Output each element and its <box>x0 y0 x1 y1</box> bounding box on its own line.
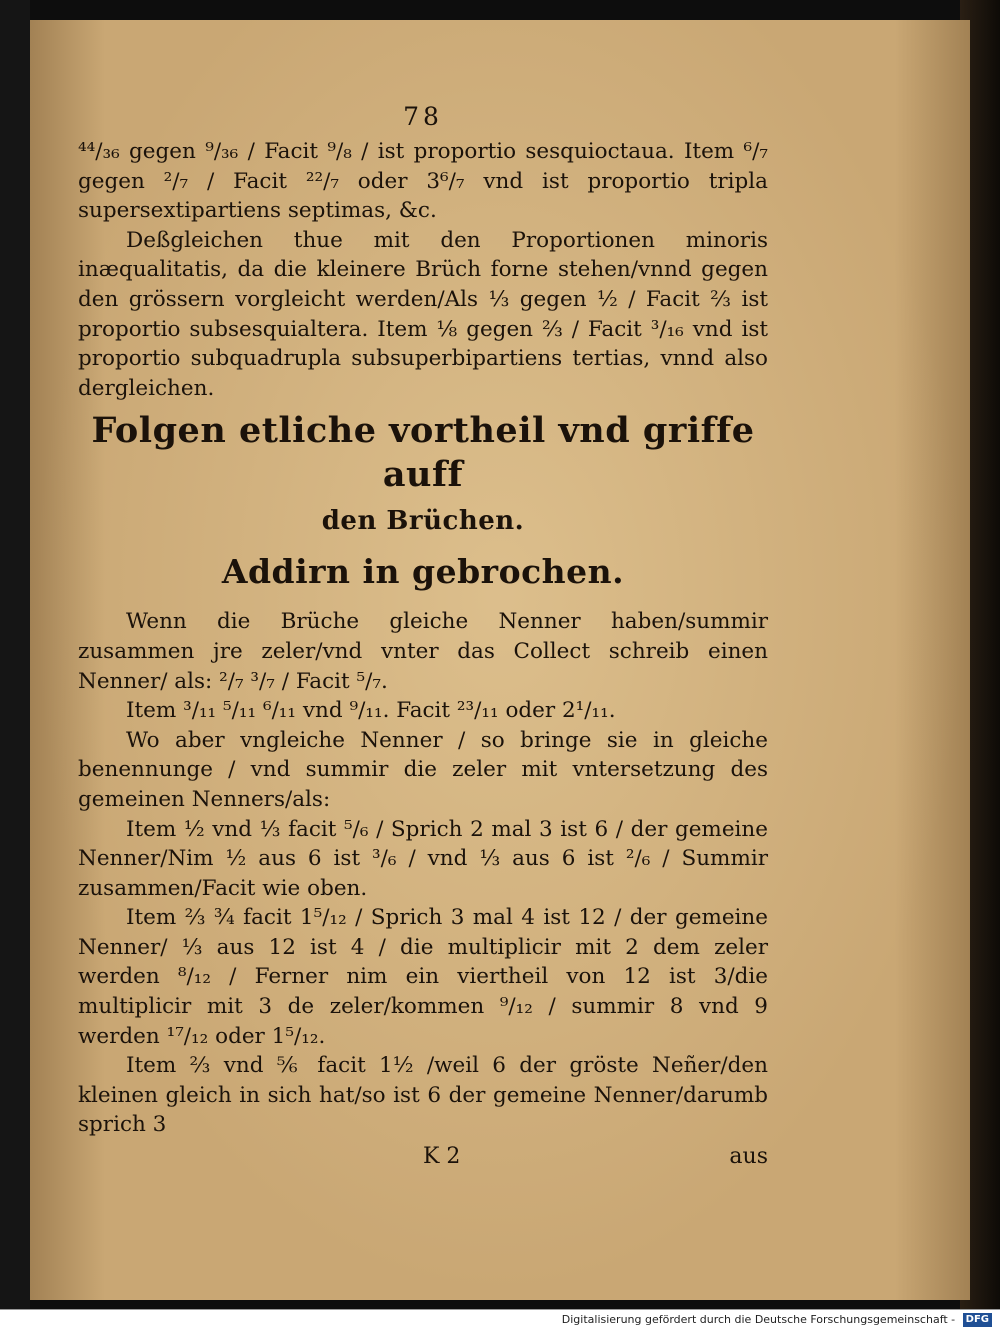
paragraph-gleiche-nenner: Wenn die Brüche gleiche Nenner haben/summir zusammen jre zeler/vnd vnter das Collect schreib einen Nenner/ als: ²/₇ ³/₇ / Facit ⁵/₇. <box>78 609 768 694</box>
page-number: 78 <box>403 102 443 131</box>
paragraph-item-elftel: Item ³/₁₁ ⁵/₁₁ ⁶/₁₁ vnd ⁹/₁₁. Facit ²³/₁₁ oder 2¹/₁₁. <box>126 698 616 724</box>
dfg-logo-icon: DFG <box>963 1313 992 1327</box>
section-heading-addirn: Addirn in gebrochen. <box>221 552 625 592</box>
book-page <box>30 20 970 1300</box>
paragraph-vngleiche-nenner: Wo aber vngleiche Nenner / so bringe sie in gleiche benennunge / vnd summir die zeler mit vntersetzung des gemeinen Nenners/als: <box>78 727 768 812</box>
paragraph-item-halb-drittel: Item ½ vnd ⅓ facit ⁵/₆ / Sprich 2 mal 3 ist 6 / der gemeine Nenner/Nim ½ aus 6 ist ³/₆ / vnd ⅓ aus 6 ist ²/₆ / Summir zusammen/Facit wie oben. <box>78 816 768 901</box>
catchword: aus <box>729 1144 768 1170</box>
section-subheading-bruechen: den Brüchen. <box>321 506 525 537</box>
paragraph-minoris-inaequalitatis: Deßgleichen thue mit den Proportionen minoris inæqualitatis, da die kleinere Brüch forne stehen/vnnd gegen den grössern vorgleicht werden/Als ⅓ gegen ½ / Facit ⅔ ist proportio subsesquialtera. Item ⅛ gegen ⅔ / Facit ³/₁₆ vnd ist proportio subquadrupla subsuperbipartiens tertias, vnnd also dergleichen. <box>78 227 768 401</box>
section-heading-vortheil: Folgen etliche vortheil vnd griffe auff <box>91 410 755 496</box>
page-text-block <box>78 102 768 1174</box>
paragraph-proportio-sesquioctaua: ⁴⁴/₃₆ gegen ⁹/₃₆ / Facit ⁹/₈ / ist proportio sesquioctaua. Item ⁶/₇ gegen ²/₇ / Facit ²²/₇ oder 3⁶/₇ vnd ist proportio tripla supersextipartiens septimas, &c. <box>78 139 768 224</box>
footer-credit-text: Digitalisierung gefördert durch die Deutsche Forschungsgemeinschaft - <box>561 1313 956 1326</box>
paragraph-item-drittel-viertel: Item ⅔ ¾ facit 1⁵/₁₂ / Sprich 3 mal 4 ist 12 / der gemeine Nenner/ ⅓ aus 12 ist 4 / die multiplicir mit 2 dem zeler werden ⁸/₁₂ / Ferner nim ein viertheil von 12 ist 3/die multiplicir mit 3 de zeler/kommen ⁹/₁₂ / summir 8 vnd 9 werden ¹⁷/₁₂ oder 1⁵/₁₂. <box>78 905 768 1049</box>
scan-left-border <box>0 0 30 1310</box>
digitization-footer <box>0 1309 1000 1330</box>
signature-mark: K 2 <box>423 1144 461 1170</box>
page-foot-line <box>78 1144 768 1174</box>
paragraph-item-sechstel: Item ⅔ vnd ⅚ facit 1½ /weil 6 der gröste Neñer/den kleinen gleich in sich hat/so ist 6 der gemeine Nenner/darumb sprich 3 <box>78 1053 768 1138</box>
